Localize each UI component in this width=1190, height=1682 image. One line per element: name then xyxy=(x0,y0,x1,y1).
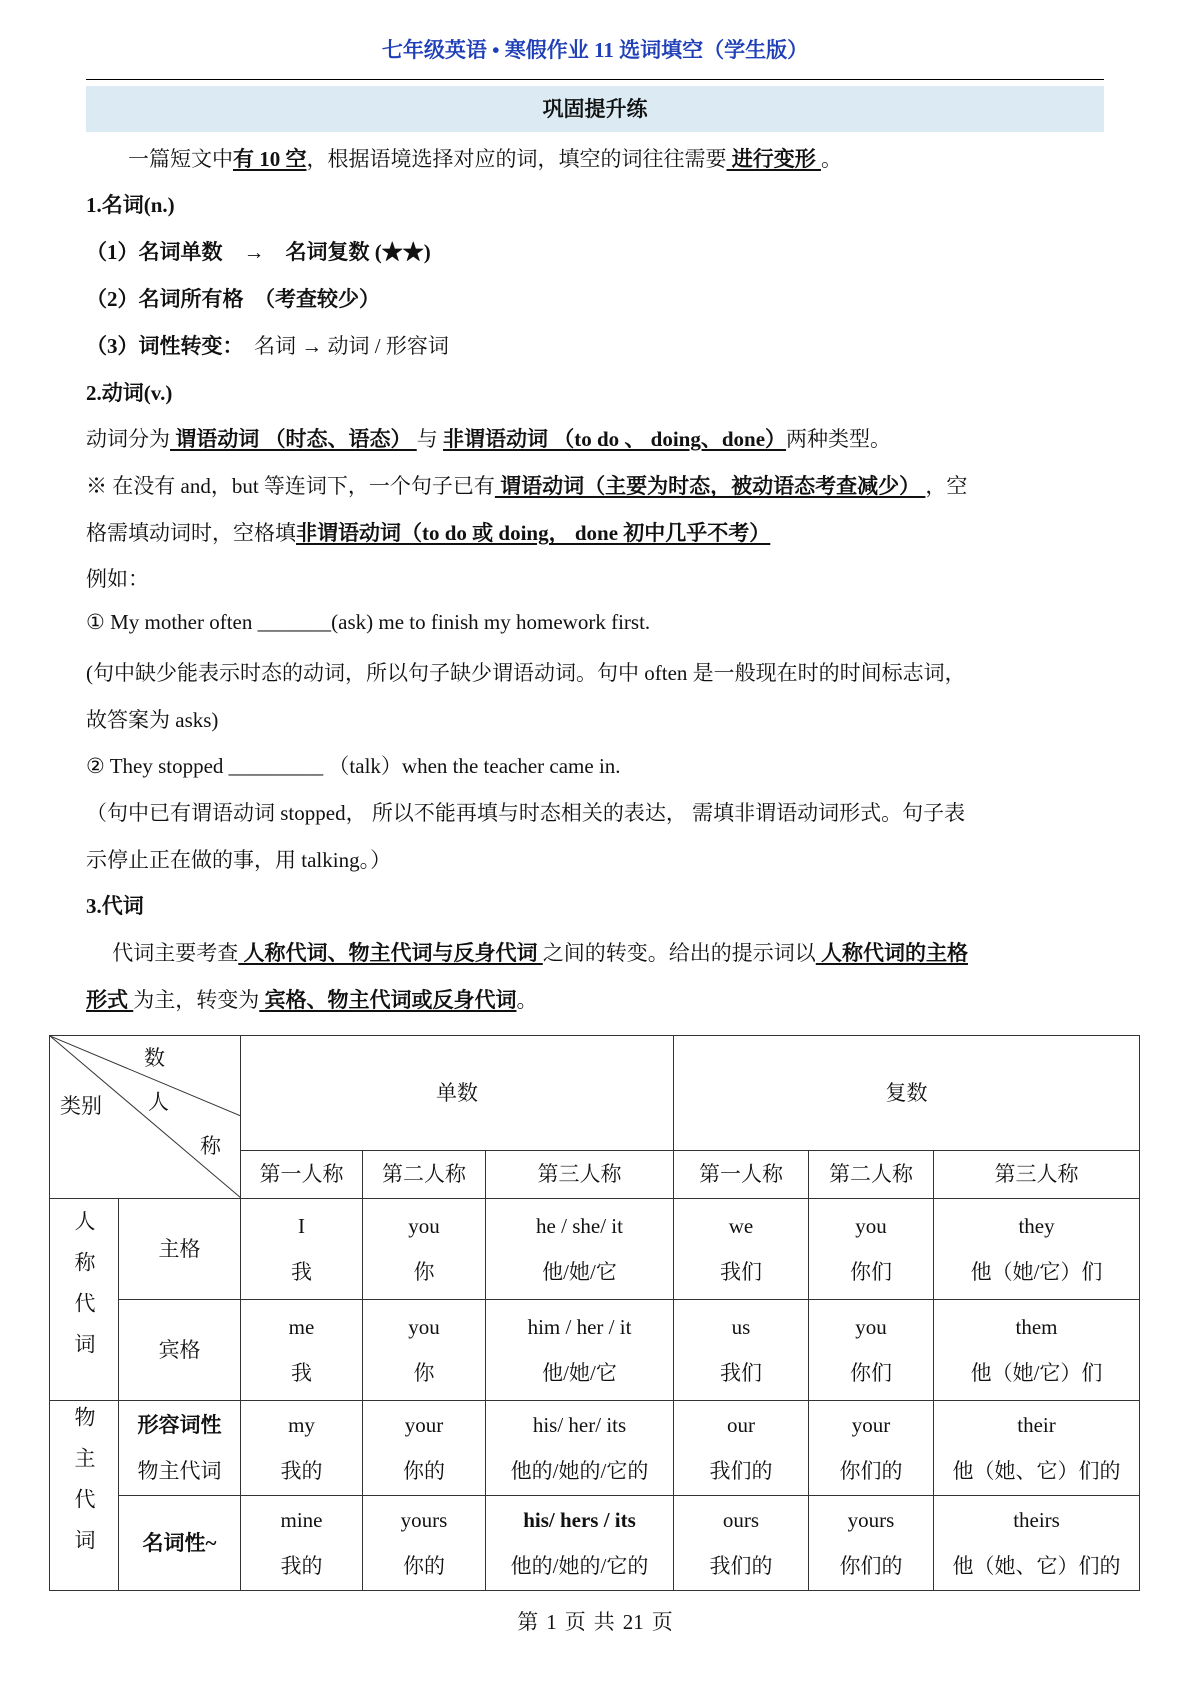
pronoun-cell xyxy=(674,1401,809,1496)
pronoun-word: his/ hers / its xyxy=(523,1508,636,1532)
paragraph-line xyxy=(86,283,1106,313)
pronoun-word: mine xyxy=(280,1508,323,1532)
pronoun-meaning: 你们 xyxy=(850,1260,893,1284)
paragraph-line xyxy=(86,563,1106,593)
text-segment: ，空 xyxy=(925,474,968,498)
pronoun-word: their xyxy=(1017,1413,1056,1437)
footer-text: 第 xyxy=(517,1610,539,1634)
group-label: 人称代词 xyxy=(72,1209,96,1374)
pronoun-word: I xyxy=(298,1214,305,1238)
pronoun-word: you xyxy=(855,1214,887,1238)
pronoun-meaning: 我们的 xyxy=(709,1554,773,1578)
underlined-key-phrase: 人称代词、物主代词与反身代词 xyxy=(238,941,543,965)
text-segment: 1.名词(n.) xyxy=(86,193,175,217)
paragraph-line xyxy=(86,844,1106,874)
case-label-text: 宾格 xyxy=(158,1338,201,1362)
paragraph-line xyxy=(86,937,1106,967)
pronoun-cell xyxy=(241,1496,363,1591)
case-label-text: 名词性~ xyxy=(142,1531,217,1555)
pronoun-cell xyxy=(674,1300,809,1401)
paragraph-line xyxy=(86,330,1106,360)
pronoun-word: they xyxy=(1018,1214,1055,1238)
pronoun-meaning: 你们的 xyxy=(839,1554,903,1578)
pronoun-meaning: 我的 xyxy=(280,1554,323,1578)
paragraph-line xyxy=(86,236,1106,266)
header-rule xyxy=(86,79,1104,80)
group-possessive xyxy=(50,1401,119,1591)
pronoun-cell xyxy=(241,1401,363,1496)
pronoun-cell xyxy=(363,1300,486,1401)
text-segment: 例如： xyxy=(86,567,149,591)
pronoun-cell xyxy=(241,1199,363,1300)
pronoun-meaning: 我们 xyxy=(720,1260,763,1284)
paragraph-line xyxy=(86,423,1106,453)
underlined-key-phrase: 形式 xyxy=(86,988,134,1012)
text-segment: 。 xyxy=(821,147,842,171)
corner-label-cheng: 称 xyxy=(200,1134,221,1158)
pronoun-meaning: 他的/她的/它的 xyxy=(510,1459,649,1483)
underlined-key-phrase: 非谓语动词（to do 或 doing， done 初中几乎不考） xyxy=(296,521,771,545)
text-segment: 2.动词(v.) xyxy=(86,381,173,405)
underlined-key-phrase: 非谓语动词 （to do 、 doing、done） xyxy=(443,427,787,451)
pronoun-word: your xyxy=(851,1413,891,1437)
pronoun-meaning: 他（她/它）们 xyxy=(970,1361,1103,1385)
person-header: 第三人称 xyxy=(486,1150,674,1198)
pronoun-meaning: 他/她/它 xyxy=(542,1361,617,1385)
text-segment: 示停止正在做的事，用 talking。） xyxy=(86,848,392,872)
pronoun-cell xyxy=(934,1199,1140,1300)
case-label xyxy=(119,1401,241,1496)
paragraph-line xyxy=(86,797,1106,827)
text-segment: 故答案为 asks) xyxy=(86,708,219,732)
text-segment: 格需填动词时，空格填 xyxy=(86,521,296,545)
pronoun-meaning: 他（她/它）们 xyxy=(970,1260,1103,1284)
case-label xyxy=(119,1300,241,1401)
page-footer xyxy=(0,1606,1190,1636)
text-segment: 为主，转变为 xyxy=(133,988,260,1012)
pronoun-word: we xyxy=(728,1214,754,1238)
pronoun-word: theirs xyxy=(1013,1508,1060,1532)
text-segment: 两种类型。 xyxy=(786,427,892,451)
text-segment: 。 xyxy=(516,988,538,1012)
pronoun-cell xyxy=(363,1199,486,1300)
pronoun-cell xyxy=(934,1401,1140,1496)
paragraph-line xyxy=(86,657,1106,687)
pronoun-cell xyxy=(486,1496,674,1591)
pronoun-meaning: 他（她、它）们的 xyxy=(952,1459,1121,1483)
pronoun-cell xyxy=(363,1401,486,1496)
pronoun-meaning: 你 xyxy=(413,1361,435,1385)
paragraph-line xyxy=(86,189,1106,219)
case-label-text: 形容词性 xyxy=(137,1413,222,1437)
underlined-key-phrase: 谓语动词 （时态、语态） xyxy=(170,427,417,451)
pronoun-word: them xyxy=(1015,1315,1058,1339)
corner-label-shu: 数 xyxy=(144,1046,165,1070)
pronoun-word: yours xyxy=(400,1508,448,1532)
pronoun-meaning: 你的 xyxy=(403,1459,445,1483)
pronoun-meaning: 你的 xyxy=(403,1554,445,1578)
footer-text: 页 xyxy=(564,1610,586,1634)
underlined-key-phrase: 人称代词的主格 xyxy=(815,941,968,965)
person-header: 第二人称 xyxy=(809,1150,934,1198)
pronoun-word: us xyxy=(731,1315,751,1339)
pronoun-meaning: 我 xyxy=(291,1260,312,1284)
person-header: 第一人称 xyxy=(674,1150,809,1198)
pronoun-word: you xyxy=(408,1315,440,1339)
pronoun-cell xyxy=(486,1300,674,1401)
pronoun-meaning: 他/她/它 xyxy=(542,1260,617,1284)
pronoun-cell xyxy=(934,1300,1140,1401)
footer-text: 页 xyxy=(651,1610,673,1634)
text-segment: 动词分为 xyxy=(86,427,170,451)
pronoun-cell xyxy=(486,1401,674,1496)
section-banner: 巩固提升练 xyxy=(86,86,1104,132)
paragraph-line xyxy=(86,517,1106,547)
pronoun-word: ours xyxy=(722,1508,760,1532)
underlined-key-phrase: 宾格、物主代词或反身代词 xyxy=(259,988,517,1012)
paragraph-line xyxy=(86,750,1106,780)
person-header: 第三人称 xyxy=(934,1150,1140,1198)
pronoun-cell xyxy=(241,1300,363,1401)
text-segment: 与 xyxy=(416,427,443,451)
pronoun-cell xyxy=(809,1401,934,1496)
pronoun-word: his/ her/ its xyxy=(532,1413,627,1437)
header-plural: 复数 xyxy=(674,1036,1140,1151)
pronoun-cell xyxy=(809,1496,934,1591)
pronoun-word: you xyxy=(855,1315,887,1339)
case-label xyxy=(119,1199,241,1300)
underlined-key-phrase: 进行变形 xyxy=(726,147,821,171)
pronoun-cell xyxy=(674,1199,809,1300)
pronoun-cell xyxy=(934,1496,1140,1591)
corner-label-leibie: 类别 xyxy=(60,1094,102,1118)
text-segment: 一篇短文中 xyxy=(86,147,233,171)
pronoun-meaning: 他的/她的/它的 xyxy=(510,1554,649,1578)
pronoun-word: he / she/ it xyxy=(536,1214,623,1238)
person-header: 第二人称 xyxy=(363,1150,486,1198)
text-segment: 3.代词 xyxy=(86,894,144,918)
pronoun-word: your xyxy=(404,1413,444,1437)
pronoun-meaning: 你们的 xyxy=(839,1459,903,1483)
group-label: 物主代词 xyxy=(72,1405,96,1570)
pronoun-word: him / her / it xyxy=(527,1315,632,1339)
text-segment: 名词 → 动词 / 形容词 xyxy=(233,334,449,358)
group-personal xyxy=(50,1199,119,1401)
paragraph-line xyxy=(86,890,1106,920)
paragraph-line xyxy=(86,984,1106,1014)
text-segment: （3）词性转变： xyxy=(86,334,233,358)
pronoun-meaning: 我的 xyxy=(280,1459,323,1483)
text-segment: ※ 在没有 and，but 等连词下，一个句子已有 xyxy=(86,474,495,498)
text-segment: ，根据语境选择对应的词，填空的词往往需要 xyxy=(306,147,727,171)
header-singular: 单数 xyxy=(241,1036,674,1151)
pronoun-cell xyxy=(809,1300,934,1401)
text-segment: （句中已有谓语动词 stopped， 所以不能再填与时态相关的表达， 需填非谓语动词形式。句子表 xyxy=(86,801,966,825)
paragraph-line xyxy=(86,470,1106,500)
pronoun-word: my xyxy=(288,1413,315,1437)
underlined-key-phrase: 有 10 空 xyxy=(233,147,307,171)
person-header: 第一人称 xyxy=(241,1150,363,1198)
pronoun-word: our xyxy=(727,1413,756,1437)
diagonal-header-cell xyxy=(50,1036,241,1199)
pronoun-word: you xyxy=(408,1214,440,1238)
pronoun-table xyxy=(49,1035,1140,1591)
case-label xyxy=(119,1496,241,1591)
pronoun-word: me xyxy=(288,1315,315,1339)
paragraph-line xyxy=(86,704,1106,734)
pronoun-cell xyxy=(363,1496,486,1591)
text-segment: （1）名词单数 → 名词复数 (★★) xyxy=(86,240,431,264)
pronoun-meaning: 你 xyxy=(413,1260,435,1284)
case-label-text: 主格 xyxy=(158,1237,201,1261)
footer-text: 共 xyxy=(593,1610,615,1634)
underlined-key-phrase: 谓语动词（主要为时态，被动语态考查减少） xyxy=(494,474,926,498)
pronoun-cell xyxy=(674,1496,809,1591)
page-number: 1 xyxy=(546,1610,557,1634)
text-segment: （2）名词所有格 （考查较少） xyxy=(86,287,380,311)
text-segment: 代词主要考查 xyxy=(86,941,239,965)
text-segment: ② They stopped _________ （talk）when the teacher came in. xyxy=(86,754,621,778)
paragraph-line xyxy=(86,610,1106,635)
pronoun-word: yours xyxy=(847,1508,895,1532)
paragraph-line xyxy=(86,143,1106,173)
pronoun-meaning: 他（她、它）们的 xyxy=(952,1554,1121,1578)
total-pages: 21 xyxy=(622,1610,644,1634)
document-title: 七年级英语 • 寒假作业 11 选词填空（学生版） xyxy=(381,38,809,62)
pronoun-meaning: 我 xyxy=(291,1361,312,1385)
corner-label-ren: 人 xyxy=(148,1090,169,1114)
case-label-sub: 物主代词 xyxy=(137,1459,222,1483)
text-segment: 之间的转变。给出的提示词以 xyxy=(542,941,816,965)
paragraph-line xyxy=(86,377,1106,407)
pronoun-meaning: 我们 xyxy=(720,1361,763,1385)
text-segment: (句中缺少能表示时态的动词，所以句子缺少谓语动词。句中 often 是一般现在时的时间标志词， xyxy=(86,661,966,685)
pronoun-cell xyxy=(486,1199,674,1300)
pronoun-meaning: 你们 xyxy=(850,1361,893,1385)
pronoun-cell xyxy=(809,1199,934,1300)
pronoun-meaning: 我们的 xyxy=(709,1459,773,1483)
text-segment: ① My mother often _______(ask) me to finish my homework first. xyxy=(86,610,651,634)
